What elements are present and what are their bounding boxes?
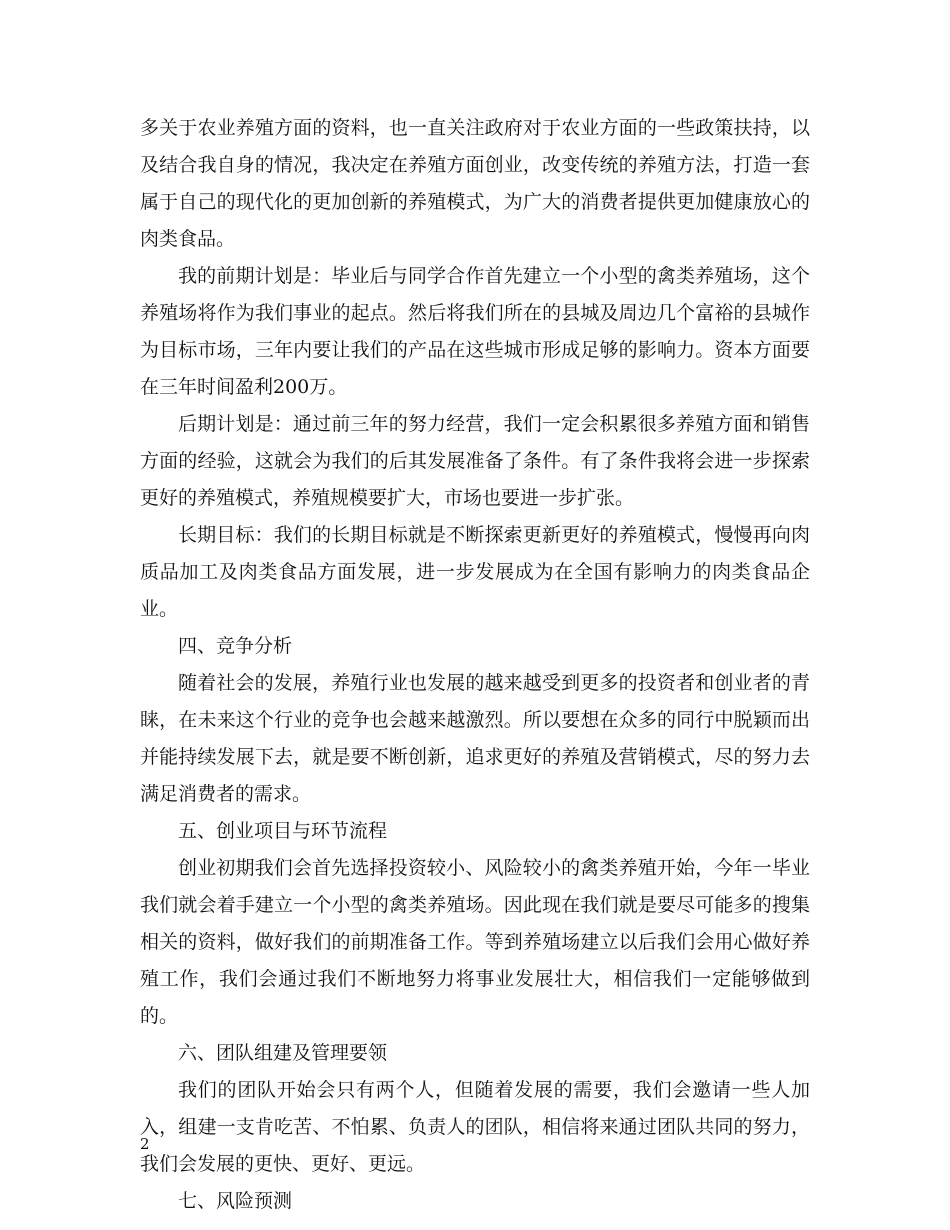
paragraph-long-term-goal: 长期目标：我们的长期目标就是不断探索更新更好的养殖模式，慢慢再向肉质品加工及肉类食品方面发展，进一步发展成为在全国有影响力的肉类食品企业。 [140, 524, 810, 620]
section-heading-risk: 七、风险预测 [178, 1190, 293, 1212]
page-number: 2 [140, 1135, 150, 1153]
paragraph-later-plan: 后期计划是：通过前三年的努力经营，我们一定会积累很多养殖方面和销售方面的经验，这就会为我们的后其发展准备了条件。有了条件我将会进一步探索更好的养殖模式，养殖规模要扩大，市场也要进一步扩张。 [140, 413, 810, 509]
section-heading-project-process: 五、创业项目与环节流程 [178, 820, 388, 842]
page-body [140, 110, 810, 1220]
section-heading-competition: 四、竞争分析 [178, 635, 293, 657]
paragraph-competition: 随着社会的发展，养殖行业也发展的越来越受到更多的投资者和创业者的青睐，在未来这个行业的竞争也会越来越激烈。所以要想在众多的同行中脱颖而出并能持续发展下去，就是要不断创新，追求更好的养殖及营销模式，尽的努力去满足消费者的需求。 [140, 672, 810, 805]
paragraph-team: 我们的团队开始会只有两个人，但随着发展的需要，我们会邀请一些人加入，组建一支肯吃苦、不怕累、负责人的团队，相信将来通过团队共同的努力，我们会发展的更快、更好、更远。 [140, 1079, 810, 1175]
paragraph-project-process: 创业初期我们会首先选择投资较小、风险较小的禽类养殖开始，今年一毕业我们就会着手建立一个小型的禽类养殖场。因此现在我们就是要尽可能多的搜集相关的资料，做好我们的前期准备工作。等到养殖场建立以后我们会用心做好养殖工作，我们会通过我们不断地努力将事业发展壮大，相信我们一定能够做到的。 [140, 857, 810, 1027]
paragraph-continuation: 多关于农业养殖方面的资料，也一直关注政府对于农业方面的一些政策扶持，以及结合我自身的情况，我决定在养殖方面创业，改变传统的养殖方法，打造一套属于自己的现代化的更加创新的养殖模式，为广大的消费者提供更加健康放心的肉类食品。 [140, 117, 810, 250]
paragraph-early-plan: 我的前期计划是：毕业后与同学合作首先建立一个小型的禽类养殖场，这个养殖场将作为我们事业的起点。然后将我们所在的县城及周边几个富裕的县城作为目标市场，三年内要让我们的产品在这些城市形成足够的影响力。资本方面要在三年时间盈利200万。 [140, 265, 810, 398]
section-heading-team: 六、团队组建及管理要领 [178, 1042, 388, 1064]
